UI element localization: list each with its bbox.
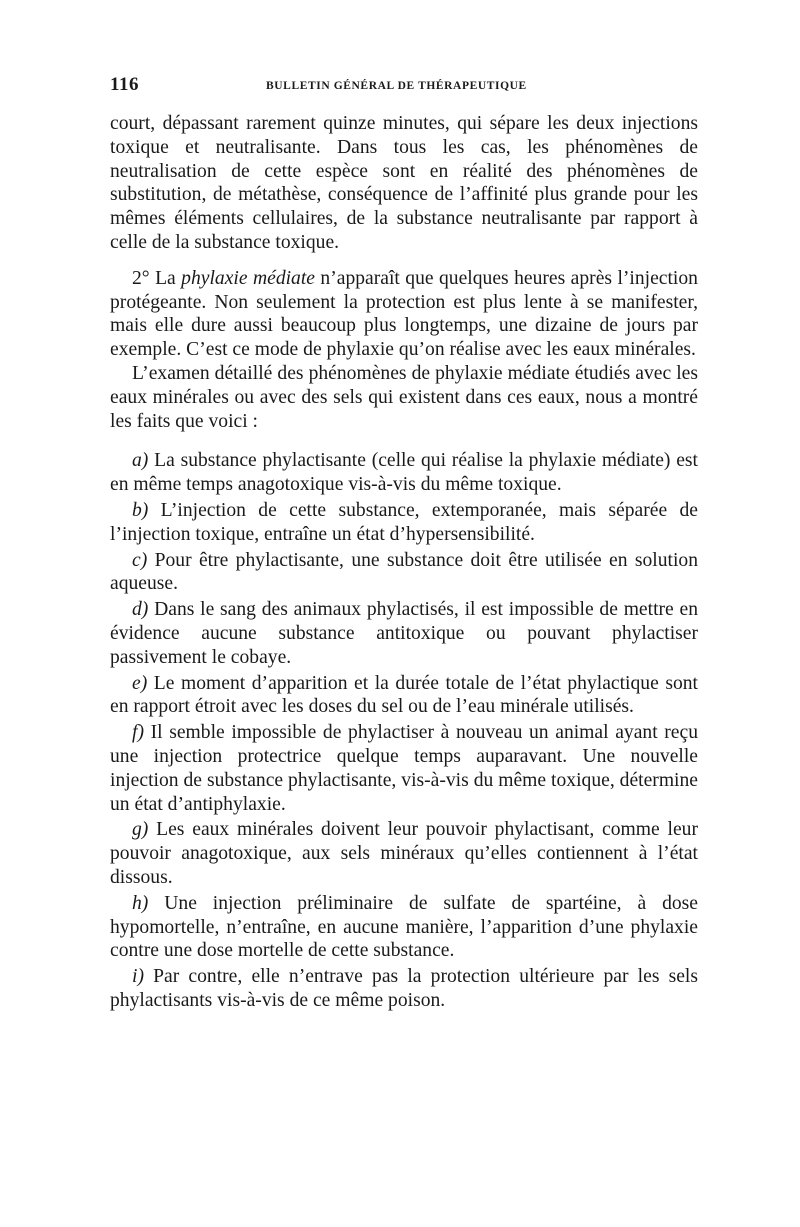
list-item [110,499,698,547]
running-title: BULLETIN GÉNÉRAL DE THÉRAPEUTIQUE [266,80,527,92]
page-number: 116 [110,74,139,95]
paragraph-prefix: 2° La [132,267,182,289]
item-text: Par contre, elle n’entrave pas la protection ultérieure par les sels phylactisants vis-à-vis de ce même poison. [110,966,698,1011]
page-header [110,74,700,98]
item-text: L’injection de cette substance, extemporanée, mais séparée de l’injection toxique, entraîne un état d’hypersensibilité. [110,499,698,545]
list-item [110,549,698,597]
item-label: e) [132,672,148,694]
item-label: h) [132,892,149,914]
item-label: a) [132,450,149,472]
item-label: b) [132,499,149,521]
list-item [110,965,698,1013]
item-text: Les eaux minérales doivent leur pouvoir phylactisant, comme leur pouvoir anagotoxique, aux sels minéraux qu’elles contiennent à l’état dissous. [110,819,698,888]
paragraph-text: n’apparaît que quelques heures après l’injection protégeante. Non seulement la protection est plus lente à se manifester, mais elle dure aussi beaucoup plus longtemps, une dizaine de jours par exemple. C’est ce mode de phylaxie qu’on réalise avec les eaux minérales. [110,267,698,361]
paragraph-continuation [110,112,698,255]
item-text: Dans le sang des animaux phylactisés, il est impossible de mettre en évidence aucune substance antitoxique ou pouvant phylactiser passivement le cobaye. [110,599,698,668]
list-item [110,672,698,720]
list-item [110,449,698,497]
item-label: f) [132,722,144,744]
paragraph-text: court, dépassant rarement quinze minutes, qui sépare les deux injections toxique et neutralisante. Dans tous les cas, les phénomènes de neutralisation de cette espèce sont en réalité des phénomènes de substitution, de métathèse, conséquence de l’affinité plus grande pour les mêmes éléments cellulaires, de la substance neutralisante par rapport à celle de la substance toxique. [110,113,698,253]
item-text: Le moment d’apparition et la durée totale de l’état phylactique sont en rapport étroit avec les doses du sel ou de l’eau minérale utilisés. [110,672,698,718]
item-label: g) [132,819,149,841]
paragraph-text: L’examen détaillé des phénomènes de phylaxie médiate étudiés avec les eaux minérales ou avec des sels qui existent dans ces eaux, nous a montré les faits que voici : [110,362,698,432]
paragraph-examen [110,362,698,433]
item-text: La substance phylactisante (celle qui réalise la phylaxie médiate) est en même temps anagotoxique vis-à-vis du même toxique. [110,450,698,496]
emphasized-term: phylaxie médiate [181,267,315,289]
item-label: d) [132,599,149,621]
item-text: Il semble impossible de phylactiser à nouveau un animal ayant reçu une injection protectrice quelque temps auparavant. Une nouvelle injection de substance phylactisante, vis-à-vis du même toxique, détermine un état d’antiphylaxie. [110,722,698,815]
list-item [110,721,698,816]
paragraph-phylaxie-mediate [110,267,698,362]
item-text: Pour être phylactisante, une substance doit être utilisée en solution aqueuse. [110,549,698,595]
list-item [110,892,698,963]
item-label: c) [132,549,148,571]
body-text [110,112,698,1013]
list-item [110,598,698,669]
list-item [110,818,698,889]
item-text: Une injection préliminaire de sulfate de spartéine, à dose hypomortelle, n’entraîne, en aucune manière, l’apparition d’une phylaxie contre une dose mortelle de cette substance. [110,892,698,962]
item-label: i) [132,966,144,988]
